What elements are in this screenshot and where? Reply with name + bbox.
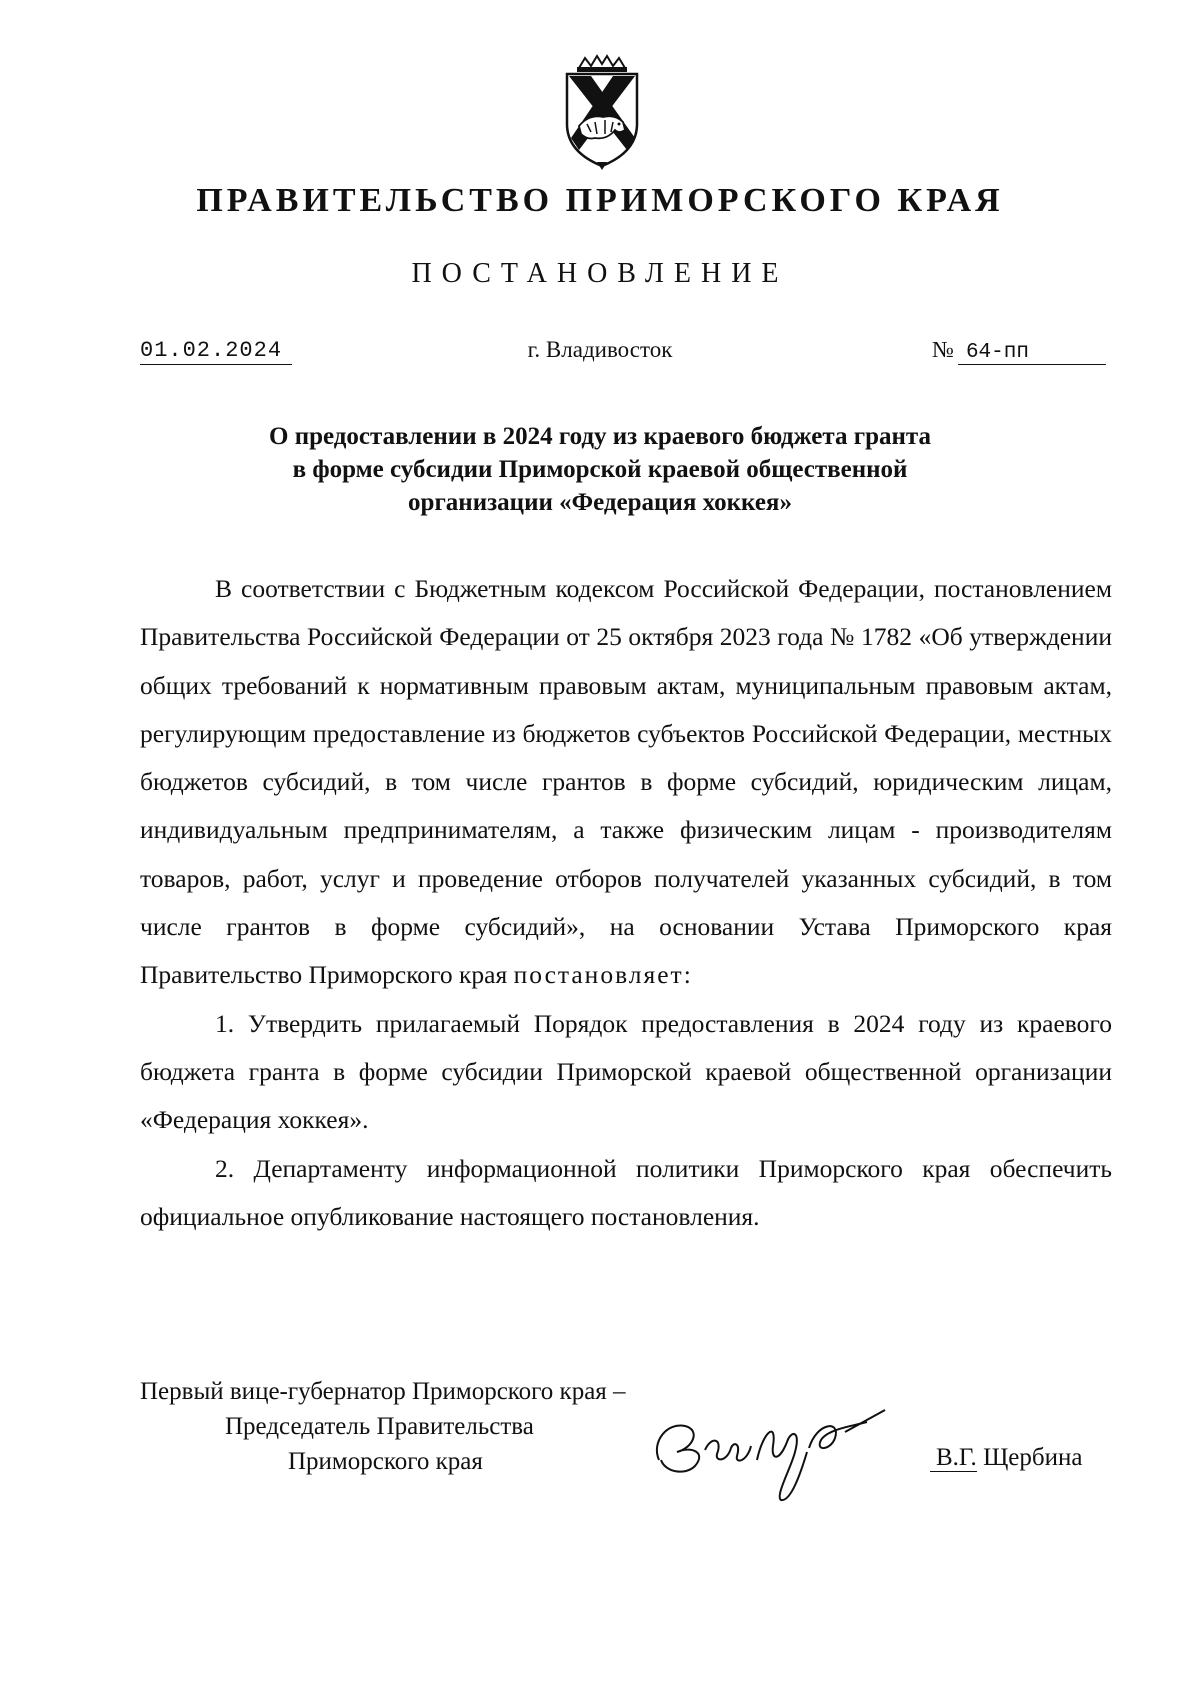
intro-text: В соответствии с Бюджетным кодексом Российской Федерации, постановлением Правительства Российской Федерации от 25 октября 2023 года № 1782 «Об утверждении общих требований к нормативным правовым актам, муниципальным правовым актам, регулирующим предоставление из бюджетов субъектов Российской Федерации, местных бюджетов субсидий, в том числе грантов в форме субсидий, юридическим лицам, индивидуальным предпринимателям, а также физическим лицам - производителям товаров, работ, услуг и проведение отборов получателей указанных субсидий, в том числе грантов в форме субсидий», на основании Устава Приморского края Правительство Приморского края [140, 574, 1112, 990]
intro-paragraph [140, 565, 1112, 1000]
signatory-position [140, 1374, 626, 1479]
item-1-paragraph: 1. Утвердить прилагаемый Порядок предоставления в 2024 году из краевого бюджета гранта в форме субсидии Приморской краевой общественной организации «Федерация хоккея». [140, 1008, 1112, 1135]
document-body [140, 565, 1112, 1241]
position-line-3: Приморского края [288, 1448, 483, 1475]
item-2-paragraph: 2. Департаменту информационной политики Приморского края обеспечить официальное опубликование настоящего постановления. [140, 1153, 1112, 1231]
position-line-2: Председатель Правительства [225, 1413, 534, 1440]
position-line-1: Первый вице-губернатор Приморского края – [140, 1378, 626, 1405]
heading-line-2: в форме субсидии Приморской краевой общественной [292, 456, 908, 483]
primorsky-krai-coat-of-arms-icon [561, 54, 643, 172]
signer-initials: В.Г. [930, 1444, 977, 1472]
heading-line-3: организации «Федерация хоккея» [408, 489, 792, 516]
document-number [932, 337, 1106, 365]
document-date: 01.02.2024 [140, 338, 292, 365]
number-value: 64-пп [958, 341, 1106, 365]
document-type: ПОСТАНОВЛЕНИЕ [411, 258, 789, 289]
government-title: ПРАВИТЕЛЬСТВО ПРИМОРСКОГО КРАЯ [196, 182, 1004, 219]
document-city: г. Владивосток [527, 337, 673, 362]
signer-surname: Щербина [983, 1444, 1083, 1471]
document-heading [150, 420, 1050, 519]
handwritten-signature [645, 1402, 900, 1502]
signer-name [930, 1444, 1082, 1472]
decree-word: постановляет: [513, 960, 693, 990]
heading-line-1: О предоставлении в 2024 году из краевого бюджета гранта [269, 423, 931, 450]
number-prefix: № [932, 337, 954, 362]
